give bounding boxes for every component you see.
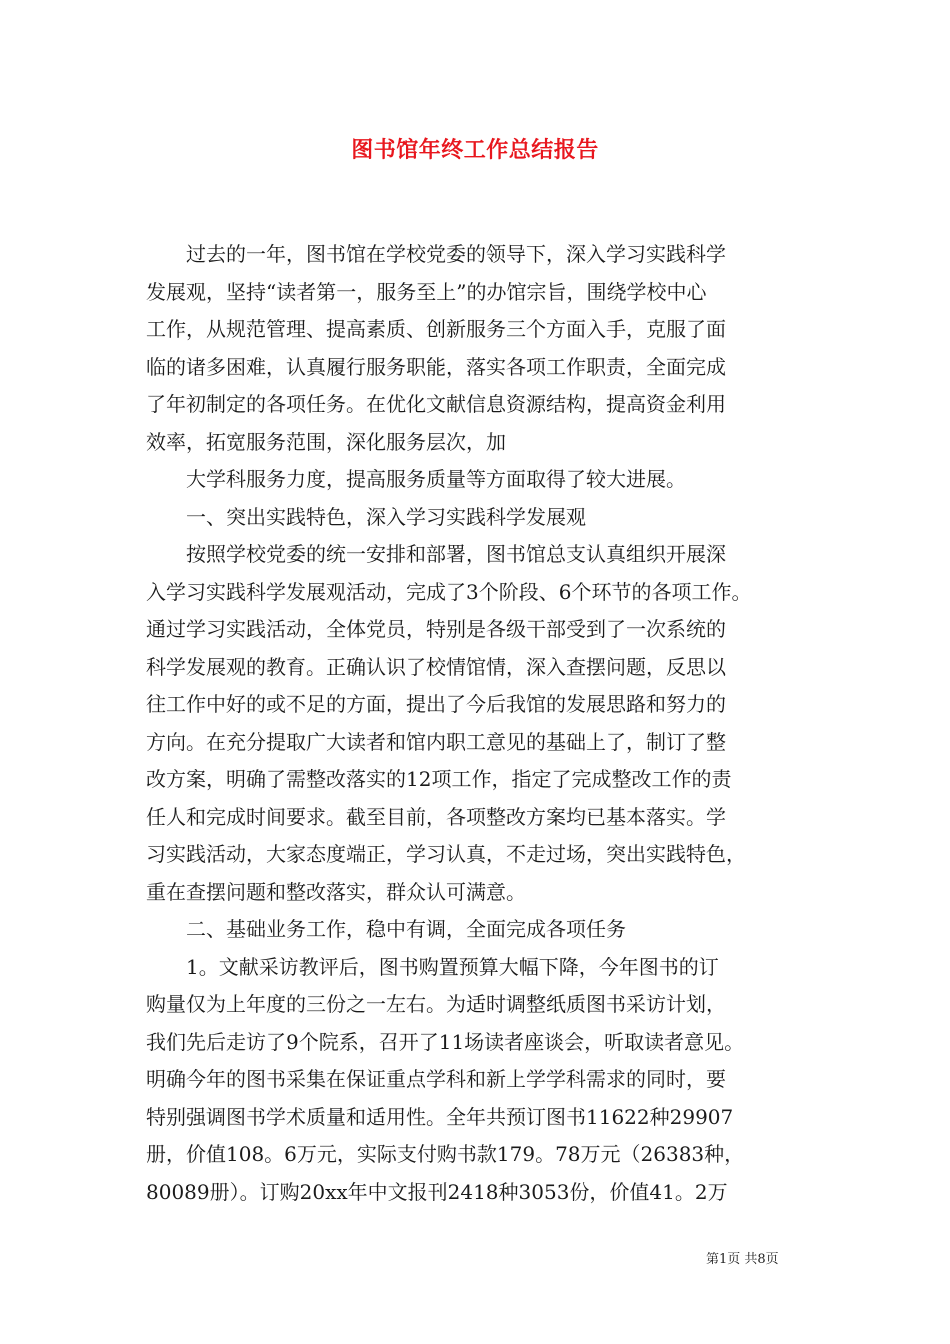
text-line: 方向。在充分提取广大读者和馆内职工意见的基础上了，制订了整 — [146, 729, 726, 754]
text-line: 80089册）。订购20xx年中文报刊2418种3053份，价值41。2万 — [146, 1179, 728, 1204]
text-line: 工作，从规范管理、提高素质、创新服务三个方面入手，克服了面 — [146, 317, 726, 341]
text-line: 明确今年的图书采集在保证重点学科和新上学学科需求的同时，要 — [146, 1067, 726, 1091]
text-line: 习实践活动，大家态度端正，学习认真，不走过场，突出实践特色， — [146, 842, 746, 866]
page-number-footer: 第1页 共8页 — [706, 1252, 779, 1267]
text-line: 效率，拓宽服务范围，深化服务层次，加 — [146, 429, 506, 454]
text-line: 1。文献采访教评后，图书购置预算大幅下降，今年图书的订 — [186, 954, 719, 979]
text-line: 重在查摆问题和整改落实，群众认可满意。 — [146, 879, 526, 904]
page-title: 图书馆年终工作总结报告 — [351, 137, 599, 163]
text-line: 了年初制定的各项任务。在优化文献信息资源结构，提高资金利用 — [146, 392, 726, 416]
text-line: 大学科服务力度，提高服务质量等方面取得了较大进展。 — [186, 467, 686, 491]
text-line: 往工作中好的或不足的方面，提出了今后我馆的发展思路和努力的 — [146, 692, 726, 716]
text-line: 我们先后走访了9个院系，召开了11场读者座谈会，听取读者意见。 — [146, 1029, 745, 1054]
text-line: 临的诸多困难，认真履行服务职能，落实各项工作职责，全面完成 — [146, 354, 726, 379]
section-heading: 二、基础业务工作，稳中有调，全面完成各项任务 — [186, 917, 626, 941]
text-line: 册，价值108。6万元，实际支付购书款179。78万元（26383种， — [146, 1142, 745, 1166]
text-line: 特别强调图书学术质量和适用性。全年共预订图书11622种29907 — [146, 1104, 734, 1129]
text-line: 科学发展观的教育。正确认识了校情馆情，深入查摆问题，反思以 — [146, 654, 726, 679]
text-line: 购量仅为上年度的三份之一左右。为适时调整纸质图书采访计划， — [146, 992, 726, 1016]
text-line: 任人和完成时间要求。截至目前，各项整改方案均已基本落实。学 — [146, 804, 726, 829]
text-line: 过去的一年，图书馆在学校党委的领导下，深入学习实践科学 — [186, 242, 726, 266]
text-line: 改方案，明确了需整改落实的12项工作，指定了完成整改工作的责 — [146, 767, 732, 791]
section-heading: 一、突出实践特色，深入学习实践科学发展观 — [186, 504, 586, 529]
text-line: 发展观，坚持“读者第一，服务至上”的办馆宗旨，围绕学校中心 — [146, 279, 707, 304]
document-body — [146, 236, 806, 1211]
text-line: 通过学习实践活动，全体党员，特别是各级干部受到了一次系统的 — [146, 617, 726, 641]
text-line: 入学习实践科学发展观活动，完成了3个阶段、6个环节的各项工作。 — [146, 579, 752, 604]
text-line: 按照学校党委的统一安排和部署，图书馆总支认真组织开展深 — [186, 542, 726, 566]
